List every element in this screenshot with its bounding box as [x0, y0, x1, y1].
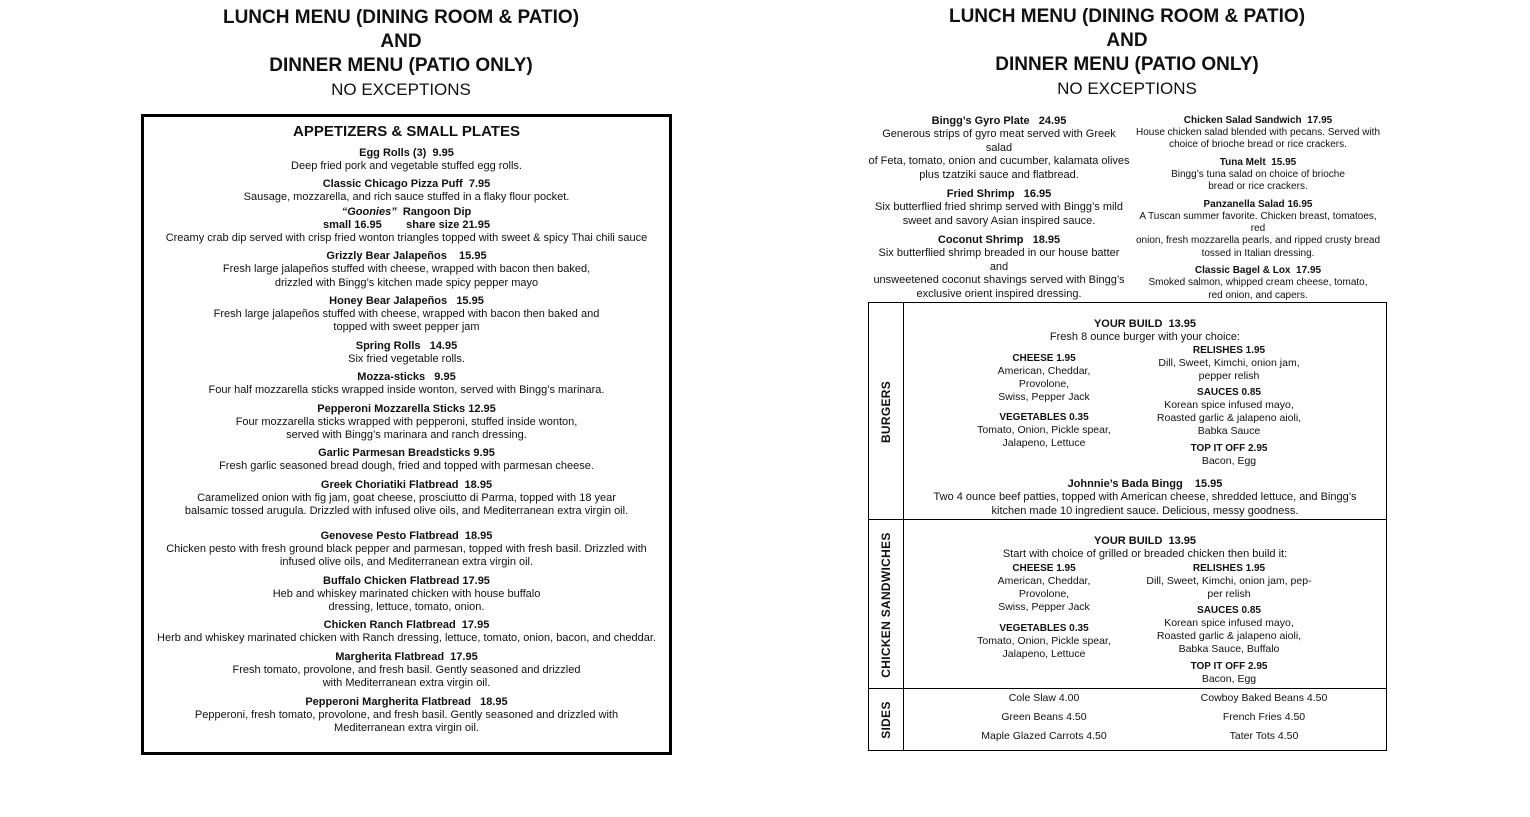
menu-item	[868, 233, 1130, 301]
item-name: Genovese Pesto Flatbread 18.95	[320, 529, 493, 542]
relishes-options: Dill, Sweet, Kimchi, onion jam, pepper relish	[1158, 357, 1300, 383]
burgers-content	[904, 303, 1386, 520]
build-subtitle: Fresh 8 ounce burger with your choice:	[1049, 331, 1241, 343]
build-title: YOUR BUILD 13.95	[1093, 318, 1197, 330]
vegetables-options: Tomato, Onion, Pickle spear, Jalapeno, Lettuce	[977, 424, 1111, 450]
section-label-cell	[869, 520, 904, 689]
item-description: Six butterflied shrimp breaded in our house batter and unsweetened coconut shavings served with Bingg’s exclusive orient inspired dressing.	[873, 247, 1125, 300]
side-item: Cowboy Baked Beans 4.50	[1200, 692, 1328, 704]
item-description: Four mozzarella sticks wrapped with pepperoni, stuffed inside wonton, served with Bingg’s marinara and ranch dressing.	[235, 415, 578, 442]
sauces-options: Korean spice infused mayo, Roasted garlic & jalapeno aioli, Babka Sauce	[1156, 399, 1302, 438]
sauces-title: SAUCES 0.85	[1197, 605, 1261, 616]
menu-item	[144, 370, 669, 397]
item-description: Fresh large jalapeños stuffed with cheese, wrapped with bacon then baked, drizzled with Bingg’s kitchen made spicy pepper mayo	[222, 263, 591, 289]
special-description: Two 4 ounce beef patties, topped with American cheese, shredded lettuce, and Bingg’s kitchen made 10 ingredient sauce. Delicious, messy goodness.	[933, 491, 1357, 517]
relishes-options: Dill, Sweet, Kimchi, onion jam, pep- per relish	[1146, 575, 1312, 601]
section-title: APPETIZERS & SMALL PLATES	[293, 123, 520, 140]
item-name: Bingg’s Gyro Plate 24.95	[931, 115, 1067, 127]
item-name: Tuna Melt 15.95	[1219, 156, 1297, 168]
plates-column-right	[1132, 114, 1384, 306]
item-description: Smoked salmon, whipped cream cheese, tomato, red onion, and capers.	[1148, 277, 1368, 301]
item-name-italic: “Goonies”	[341, 205, 397, 218]
item-description: Fresh garlic seasoned bread dough, fried and topped with parmesan cheese.	[219, 460, 594, 473]
menu-item	[144, 650, 669, 691]
item-description: Creamy crab dip served with crisp fried wonton triangles topped with sweet & spicy Thai chili sauce	[165, 231, 648, 244]
section-label-cell	[869, 303, 904, 520]
header-line-3: DINNER MENU (PATIO ONLY)	[269, 55, 533, 76]
special-burger	[904, 478, 1386, 518]
vegetables-title: VEGETABLES 0.35	[999, 412, 1089, 423]
item-description: A Tuscan summer favorite. Chicken breast, tomatoes, red onion, fresh mozzarella pearls, and ripped crusty bread tossed in Italian dressing.	[1135, 210, 1381, 259]
item-name: Fried Shrimp 16.95	[946, 188, 1052, 200]
item-name: Honey Bear Jalapeños 15.95	[329, 295, 484, 308]
menu-item	[144, 339, 669, 366]
top-it-off-options: Bacon, Egg	[1201, 455, 1257, 467]
special-name: Johnnie’s Bada Bingg 15.95	[1067, 478, 1223, 490]
item-name: Chicken Ranch Flatbread 17.95	[323, 619, 490, 632]
left-menu-header	[161, 6, 641, 102]
item-name: Garlic Parmesan Breadsticks 9.95	[318, 447, 495, 460]
menu-item	[144, 402, 669, 443]
header-line-1: LUNCH MENU (DINING ROOM & PATIO)	[222, 7, 580, 28]
sauces-options: Korean spice infused mayo, Roasted garlic & jalapeno aioli, Babka Sauce, Buffalo	[1156, 617, 1302, 656]
relishes-group	[1129, 562, 1329, 601]
section-label: CHICKEN SANDWICHES	[879, 531, 893, 678]
section-label: SIDES	[879, 700, 893, 739]
item-description: Caramelized onion with fig jam, goat cheese, prosciutto di Parma, topped with 18 year balsamic tossed arugula. Drizzled with infused olive oils, and Mediterranean extra virgin oil.	[184, 491, 629, 518]
sides-content	[904, 689, 1386, 750]
item-name: Mozza-sticks 9.95	[357, 371, 456, 384]
header-line-2: AND	[1106, 30, 1148, 51]
header-line-4: NO EXCEPTIONS	[331, 80, 471, 99]
header-line-3: DINNER MENU (PATIO ONLY)	[995, 54, 1259, 75]
item-description: Heb and whiskey marinated chicken with house buffalo dressing, lettuce, tomato, onion.	[272, 587, 541, 613]
item-name: Panzanella Salad 16.95	[1203, 198, 1313, 210]
chicken-sandwiches-section	[868, 519, 1387, 689]
burgers-section	[868, 302, 1387, 520]
item-description: Six fried vegetable rolls.	[348, 352, 465, 365]
sauces-group	[1129, 386, 1329, 439]
side-item: Cole Slaw 4.00	[1008, 692, 1080, 704]
section-label: BURGERS	[879, 380, 893, 443]
item-description: Sausage, mozzarella, and rich sauce stuffed in a flaky flour pocket.	[243, 191, 570, 204]
header-line-2: AND	[380, 31, 422, 52]
item-name-rest: Rangoon Dip	[396, 205, 472, 218]
menu-item	[144, 205, 669, 245]
build-title: YOUR BUILD 13.95	[1093, 535, 1197, 547]
side-item: Tater Tots 4.50	[1229, 730, 1299, 742]
relishes-group	[1129, 344, 1329, 383]
menu-item	[868, 114, 1130, 182]
menu-item	[1132, 198, 1384, 261]
top-it-off-title: TOP IT OFF 2.95	[1190, 443, 1268, 454]
menu-item	[144, 177, 669, 204]
item-name: Classic Bagel & Lox 17.95	[1194, 265, 1322, 277]
cheese-title: CHEESE 1.95	[1012, 563, 1076, 574]
item-description: Bingg’s tuna salad on choice of brioche bread or rice crackers.	[1171, 168, 1345, 193]
side-item: French Fries 4.50	[1222, 711, 1306, 723]
item-description: Fresh large jalapeños stuffed with cheese, wrapped with bacon then baked and topped with sweet pepper jam	[213, 308, 600, 334]
top-it-off-title: TOP IT OFF 2.95	[1190, 661, 1268, 672]
menu-item	[144, 446, 669, 473]
menu-item	[144, 618, 669, 645]
sauces-title: SAUCES 0.85	[1197, 387, 1261, 398]
cheese-title: CHEESE 1.95	[1012, 353, 1076, 364]
side-item: Maple Glazed Carrots 4.50	[981, 730, 1107, 742]
vegetables-title: VEGETABLES 0.35	[999, 623, 1089, 634]
menu-item	[144, 574, 669, 615]
menu-item	[144, 249, 669, 290]
item-description: House chicken salad blended with pecans. Served with choice of brioche bread or rice crackers.	[1135, 127, 1381, 151]
header-line-4: NO EXCEPTIONS	[1057, 79, 1197, 98]
vegetables-group	[959, 411, 1129, 450]
item-name: Margherita Flatbread 17.95	[335, 650, 478, 663]
item-description: Deep fried pork and vegetable stuffed egg rolls.	[291, 160, 522, 172]
item-description: Fresh tomato, provolone, and fresh basil. Gently seasoned and drizzled with Mediterranean extra virgin oil.	[232, 663, 581, 690]
vegetables-options: Tomato, Onion, Pickle spear, Jalapeno, Lettuce	[977, 635, 1111, 661]
top-it-off-group	[1129, 660, 1329, 686]
item-name: Buffalo Chicken Flatbread 17.95	[323, 574, 490, 587]
item-name	[144, 205, 669, 219]
item-name: Pepperoni Mozzarella Sticks 12.95	[317, 402, 496, 415]
section-label-cell	[869, 689, 904, 750]
chicken-content	[904, 520, 1386, 689]
item-name: Egg Rolls (3) 9.95	[359, 147, 454, 159]
top-it-off-options: Bacon, Egg	[1201, 673, 1257, 685]
right-menu-header	[887, 5, 1367, 101]
item-description: Pepperoni, fresh tomato, provolone, and fresh basil. Gently seasoned and drizzled with Mediterranean extra virgin oil.	[194, 708, 619, 734]
item-name: Classic Chicago Pizza Puff 7.95	[322, 178, 491, 191]
item-name: Chicken Salad Sandwich 17.95	[1183, 115, 1333, 126]
menu-item	[868, 187, 1130, 228]
item-description: Chicken pesto with fresh ground black pepper and parmesan, topped with fresh basil. Drizzled with infused olive oils, and Mediterranean extra virgin oil.	[166, 542, 647, 569]
header-line-1: LUNCH MENU (DINING ROOM & PATIO)	[948, 6, 1306, 27]
side-item: Green Beans 4.50	[1001, 711, 1087, 723]
item-description: Herb and whiskey marinated chicken with Ranch dressing, lettuce, tomato, onion, bacon, and cheddar.	[157, 632, 656, 645]
sides-section	[868, 688, 1387, 751]
build-subtitle: Start with choice of grilled or breaded chicken then build it:	[1002, 548, 1288, 560]
menu-item	[1132, 156, 1384, 194]
cheese-options: American, Cheddar, Provolone, Swiss, Pepper Jack	[997, 575, 1091, 614]
item-name: Greek Choriatiki Flatbread 18.95	[320, 478, 493, 491]
menu-item	[144, 478, 669, 519]
cheese-group	[964, 352, 1124, 405]
menu-item	[144, 294, 669, 335]
plates-column-left	[868, 114, 1130, 306]
item-name: Spring Rolls 14.95	[355, 339, 458, 352]
item-name: Pepperoni Margherita Flatbread 18.95	[305, 695, 508, 708]
item-name: Grizzly Bear Jalapeños 15.95	[326, 250, 487, 263]
appetizers-section	[141, 114, 672, 755]
sauces-group	[1129, 604, 1329, 657]
menu-item	[1132, 264, 1384, 302]
item-sizes: small 16.95 share size 21.95	[323, 218, 490, 231]
item-description: Six butterflied fried shrimp served with Bingg’s mild sweet and savory Asian inspired sauce.	[874, 201, 1123, 227]
item-description: Generous strips of gyro meat served with Greek salad of Feta, tomato, onion and cucumber, kalamata olives plus tzatziki sauce and flatbread.	[868, 128, 1130, 181]
relishes-title: RELISHES 1.95	[1192, 563, 1266, 574]
menu-item	[144, 146, 669, 173]
menu-item	[1132, 114, 1384, 152]
menu-item	[144, 529, 669, 570]
item-description: Four half mozzarella sticks wrapped inside wonton, served with Bingg’s marinara.	[208, 384, 605, 397]
cheese-group	[964, 562, 1124, 615]
relishes-title: RELISHES 1.95	[1192, 345, 1266, 356]
vegetables-group	[959, 622, 1129, 661]
top-it-off-group	[1129, 442, 1329, 468]
item-name: Coconut Shrimp 18.95	[937, 234, 1061, 246]
cheese-options: American, Cheddar, Provolone, Swiss, Pepper Jack	[997, 365, 1091, 404]
menu-item	[144, 695, 669, 736]
